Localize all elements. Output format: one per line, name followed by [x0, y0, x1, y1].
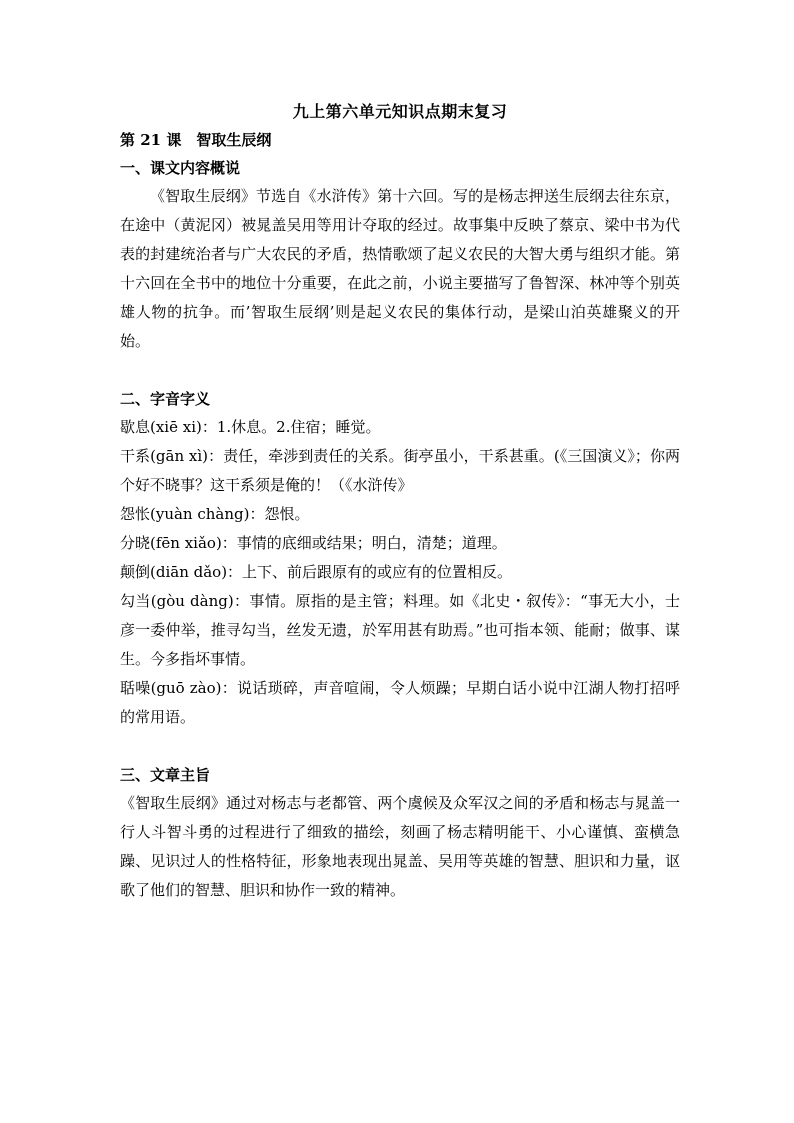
vocab-entry-diandao: 颠倒(diān dǎo)：上下、前后跟原有的或应有的位置相反。 — [120, 563, 513, 581]
section-1-paragraph: 《智取生辰纲》节选自《水浒传》第十六回。写的是杨志押送生辰纲去往东京，在途中（黄泥冈）被晁盖吴用等用计夺取的经过。故事集中反映了蔡京、梁中书为代表的封建统治者与广大农民的矛盾，热情歌颂了起义农民的大智大勇与组织才能。第十六回在全书中的地位十分重要，在此之前，小说主要描写了鲁智深、林冲等个别英雄人物的抗争。而’智取生辰纲’则是起义农民的集体行动，是梁山泊英雄聚义的开始。 — [120, 187, 680, 350]
vocab-entry-ganxi: 干系(gān xì)：责任，牵涉到责任的关系。街亭虽小，干系甚重。(《三国演义》；你两个好不晓事？这干系须是俺的！（《水浒传》 — [120, 447, 680, 494]
section-2-heading: 二、字音字义 — [120, 390, 211, 408]
vocab-entry-guozao: 聒噪(guō zào)：说话琐碎，声音喧闹，令人烦躁；早期白话小说中江湖人物打招呼的常用语。 — [120, 679, 680, 726]
spacer — [120, 732, 680, 761]
lesson-title: 第 21 课 智取生辰纲 — [120, 131, 272, 149]
section-3-paragraph: 《智取生辰纲》通过对杨志与老都管、两个虞候及众军汉之间的矛盾和杨志与晁盖一行人斗智斗勇的过程进行了细致的描绘，刻画了杨志精明能干、小心谨慎、蛮横急躁、见识过人的性格特征，形象地表现出晁盖、吴用等英雄的智慧、胆识和力量，讴歌了他们的智慧、胆识和协作一致的精神。 — [120, 794, 680, 899]
vocab-entry-fenxiao: 分晓(fēn xiǎo)：事情的底细或结果；明白，清楚；道理。 — [120, 534, 507, 552]
section-3-heading: 三、文章主旨 — [120, 766, 211, 784]
section-1-heading: 一、课文内容概说 — [120, 159, 241, 177]
document-title: 九上第六单元知识点期末复习 — [292, 102, 508, 121]
vocab-entry-goudang: 勾当(gòu dàng)：事情。原指的是主管；料理。如《北史・叙传》：“事无大小，士彦一委仲举，推寻勾当，丝发无遗，於军用甚有助焉。”也可指本领、能耐；做事、谋生。今多指坏事情。 — [120, 592, 680, 668]
vocab-entry-yuanchang: 怨怅(yuàn chàng)：怨恨。 — [120, 505, 310, 523]
spacer — [120, 356, 680, 385]
vocab-entry-xiexi: 歇息(xiē xi)：1.休息。2.住宿；睡觉。 — [120, 418, 381, 436]
document-page — [120, 98, 680, 905]
